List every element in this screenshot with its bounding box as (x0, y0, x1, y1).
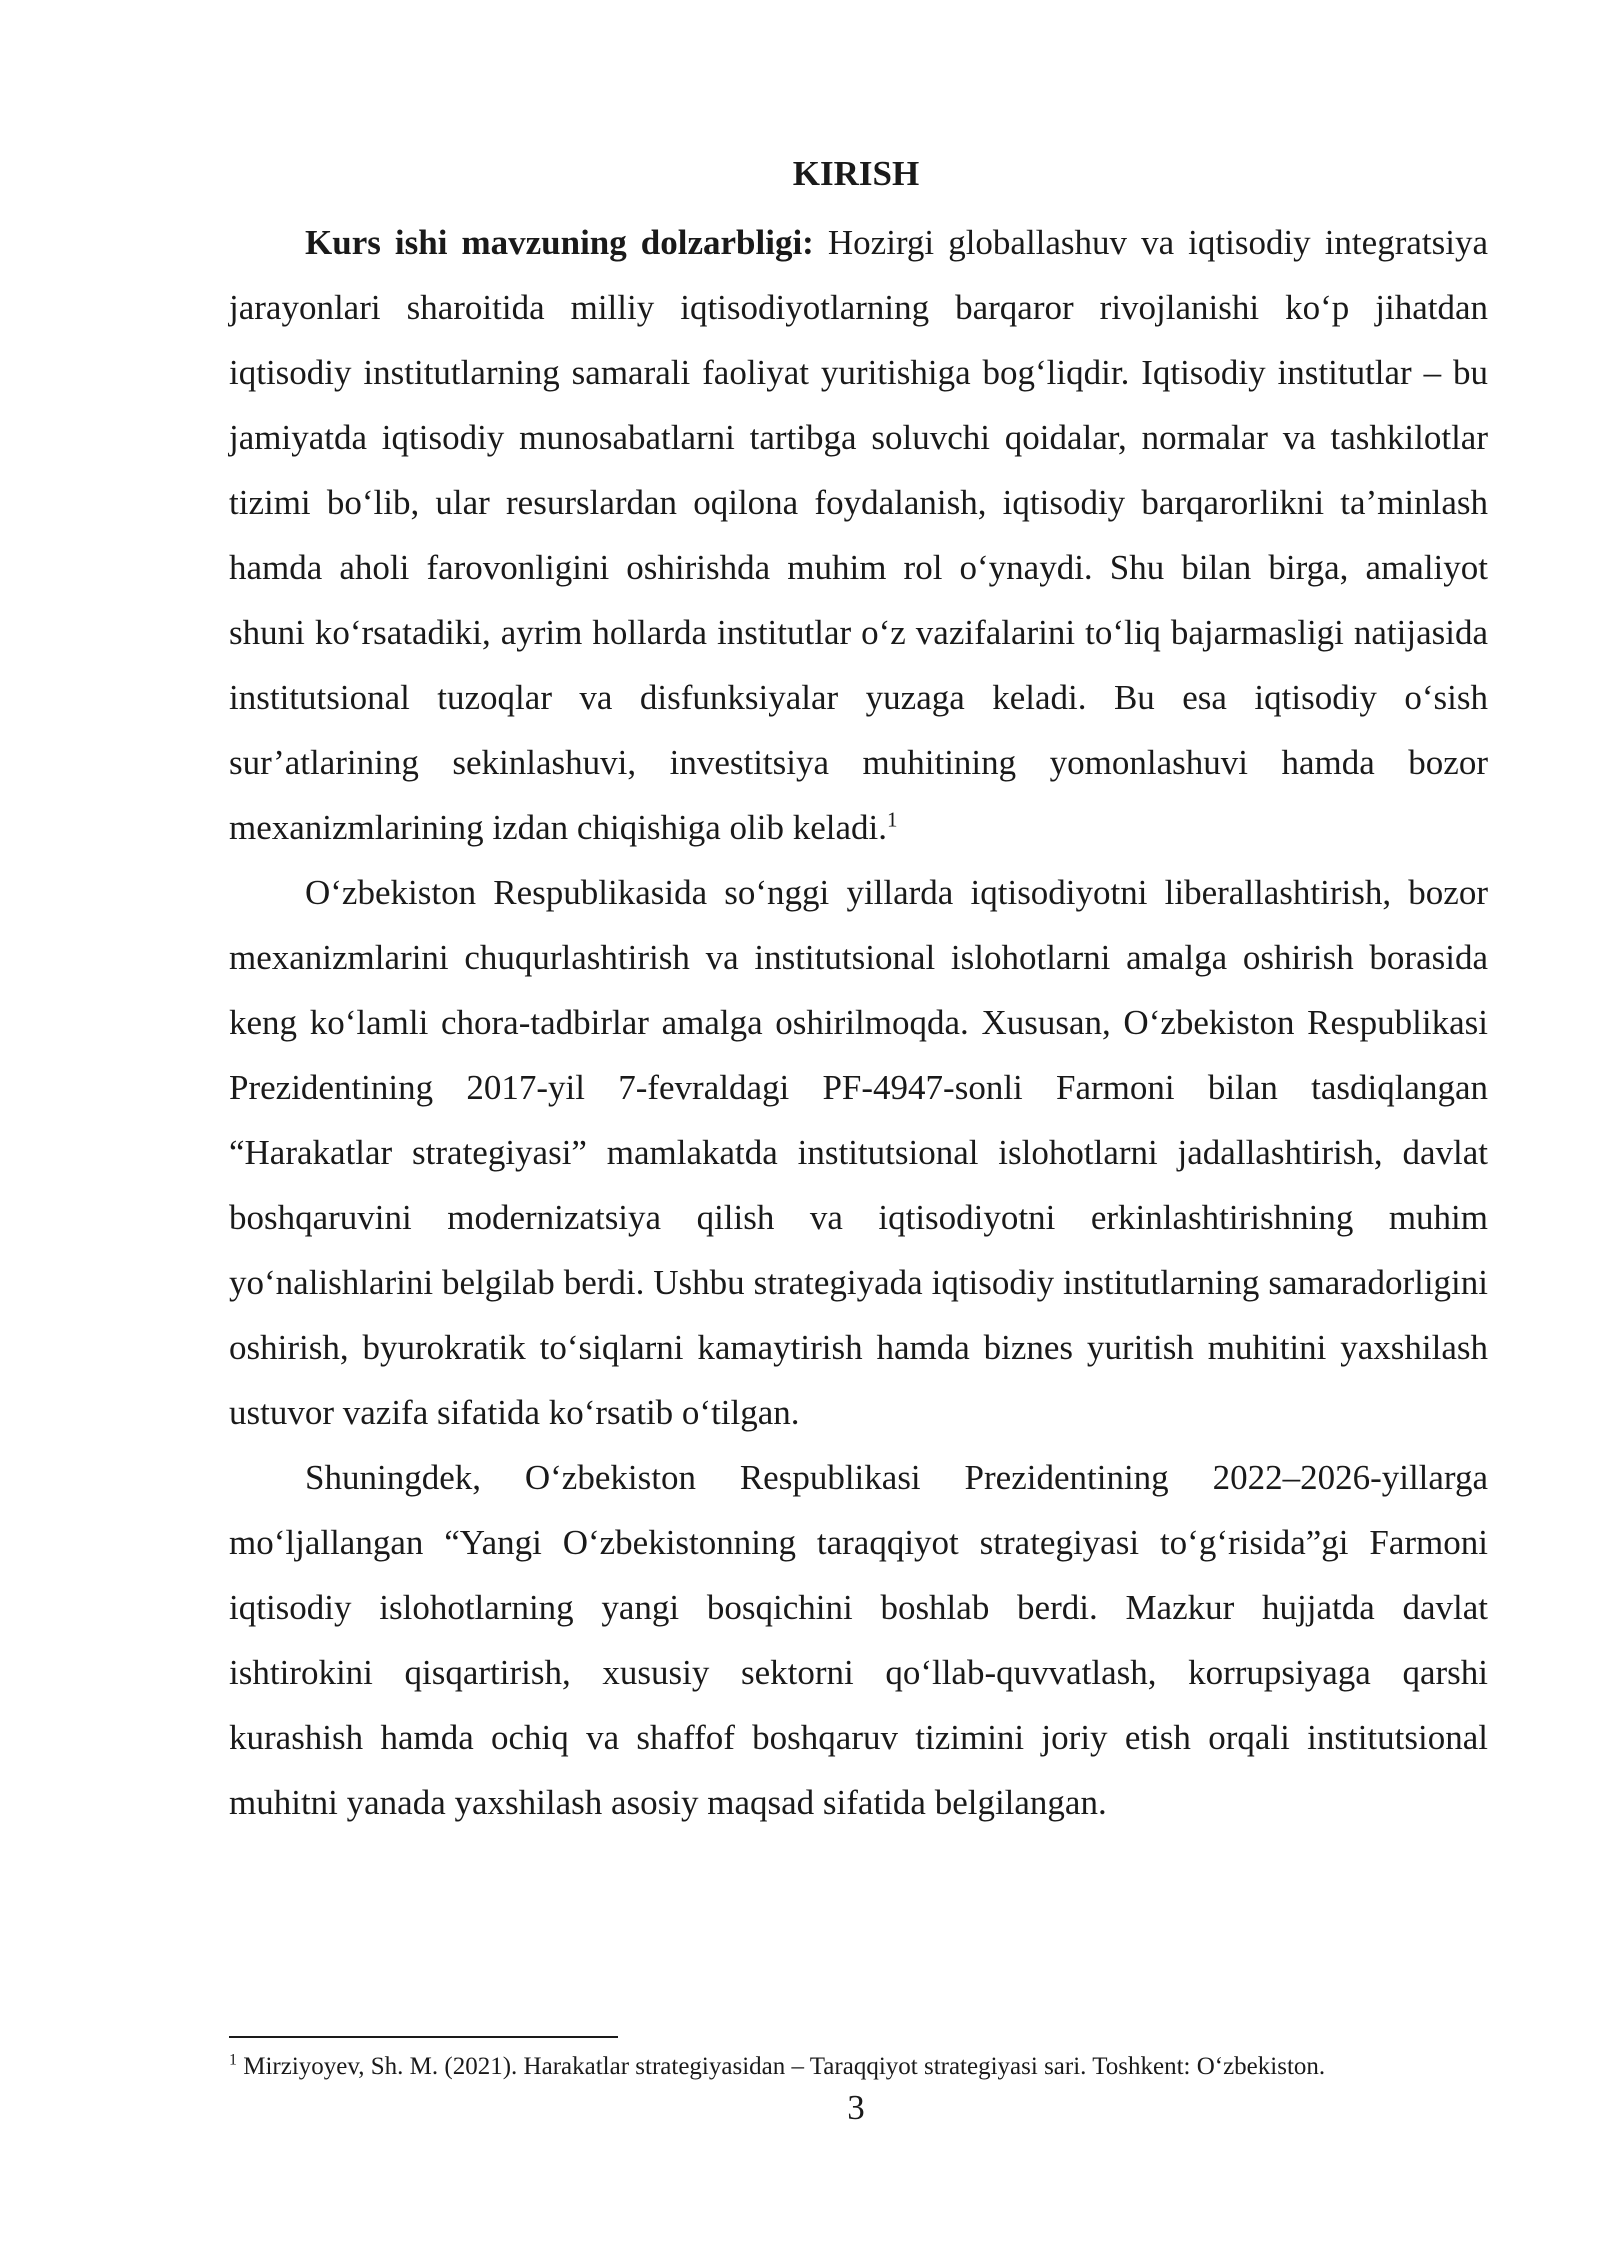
footnote-text: Mirziyoyev, Sh. M. (2021). Harakatlar strategiyasidan – Taraqqiyot strategiyasi sari. Toshkent: O‘zbekiston. (237, 2053, 1326, 2080)
body-text (229, 210, 1488, 1835)
footnote-separator (229, 2036, 618, 2038)
paragraph-lead: Kurs ishi mavzuning dolzarbligi: (305, 223, 814, 262)
paragraph-text: Hozirgi globallashuv va iqtisodiy integratsiya jarayonlari sharoitida milliy iqtisodiyotlarning barqaror rivojlanishi ko‘p jihatdan iqtisodiy institutlarning samarali faoliyat yuritishiga bog‘liqdir. Iqtisodiy institutlar – bu jamiyatda iqtisodiy munosabatlarni tartibga soluvchi qoidalar, normalar va tashkilotlar tizimi bo‘lib, ular resurslardan oqilona foydalanish, iqtisodiy barqarorlikni ta’minlash hamda aholi farovonligini oshirishda muhim rol o‘ynaydi. Shu bilan birga, amaliyot shuni ko‘rsatadiki, ayrim hollarda institutlar o‘z vazifalarini to‘liq bajarmasligi natijasida institutsional tuzoqlar va disfunksiyalar yuzaga keladi. Bu esa iqtisodiy o‘sish sur’atlarining sekinlashuvi, investitsiya muhitining yomonlashuvi hamda bozor mexanizmlarining izdan chiqishiga olib keladi. (229, 223, 1488, 847)
footnote (229, 2050, 1529, 2084)
paragraph-strategy (229, 1445, 1488, 1835)
footnote-reference[interactable]: 1 (887, 807, 898, 832)
paragraph-text: O‘zbekiston Respublikasida so‘nggi yillarda iqtisodiyotni liberallashtirish, bozor mexanizmlarini chuqurlashtirish va institutsional islohotlarni amalga oshirish borasida keng ko‘lamli chora-tadbirlar amalga oshirilmoqda. Xususan, O‘zbekiston Respublikasi Prezidentining 2017-yil 7-fevraldagi PF-4947-sonli Farmoni bilan tasdiqlangan “Harakatlar strategiyasi” mamlakatda institutsional islohotlarni jadallashtirish, davlat boshqaruvini modernizatsiya qilish va iqtisodiyotni erkinlashtirishning muhim yo‘nalishlarini belgilab berdi. Ushbu strategiyada iqtisodiy institutlarning samaradorligini oshirish, byurokratik to‘siqlarni kamaytirish hamda biznes yuritish muhitini yaxshilash ustuvor vazifa sifatida ko‘rsatib o‘tilgan. (229, 873, 1488, 1432)
footnote-marker: 1 (229, 2051, 237, 2069)
paragraph-text: Shuningdek, O‘zbekiston Respublikasi Prezidentining 2022–2026-yillarga mo‘ljallangan “Yangi O‘zbekistonning taraqqiyot strategiyasi to‘g‘risida”gi Farmoni iqtisodiy islohotlarning yangi bosqichini boshlab berdi. Mazkur hujjatda davlat ishtirokini qisqartirish, xususiy sektorni qo‘llab-quvvatlash, korrupsiyaga qarshi kurashish hamda ochiq va shaffof boshqaruv tizimini joriy etish orqali institutsional muhitni yanada yaxshilash asosiy maqsad sifatida belgilangan. (229, 1458, 1488, 1822)
page-number: 3 (847, 2088, 865, 2127)
page-title: KIRISH (792, 154, 920, 193)
paragraph-reforms (229, 860, 1488, 1445)
paragraph-relevance (229, 210, 1488, 860)
